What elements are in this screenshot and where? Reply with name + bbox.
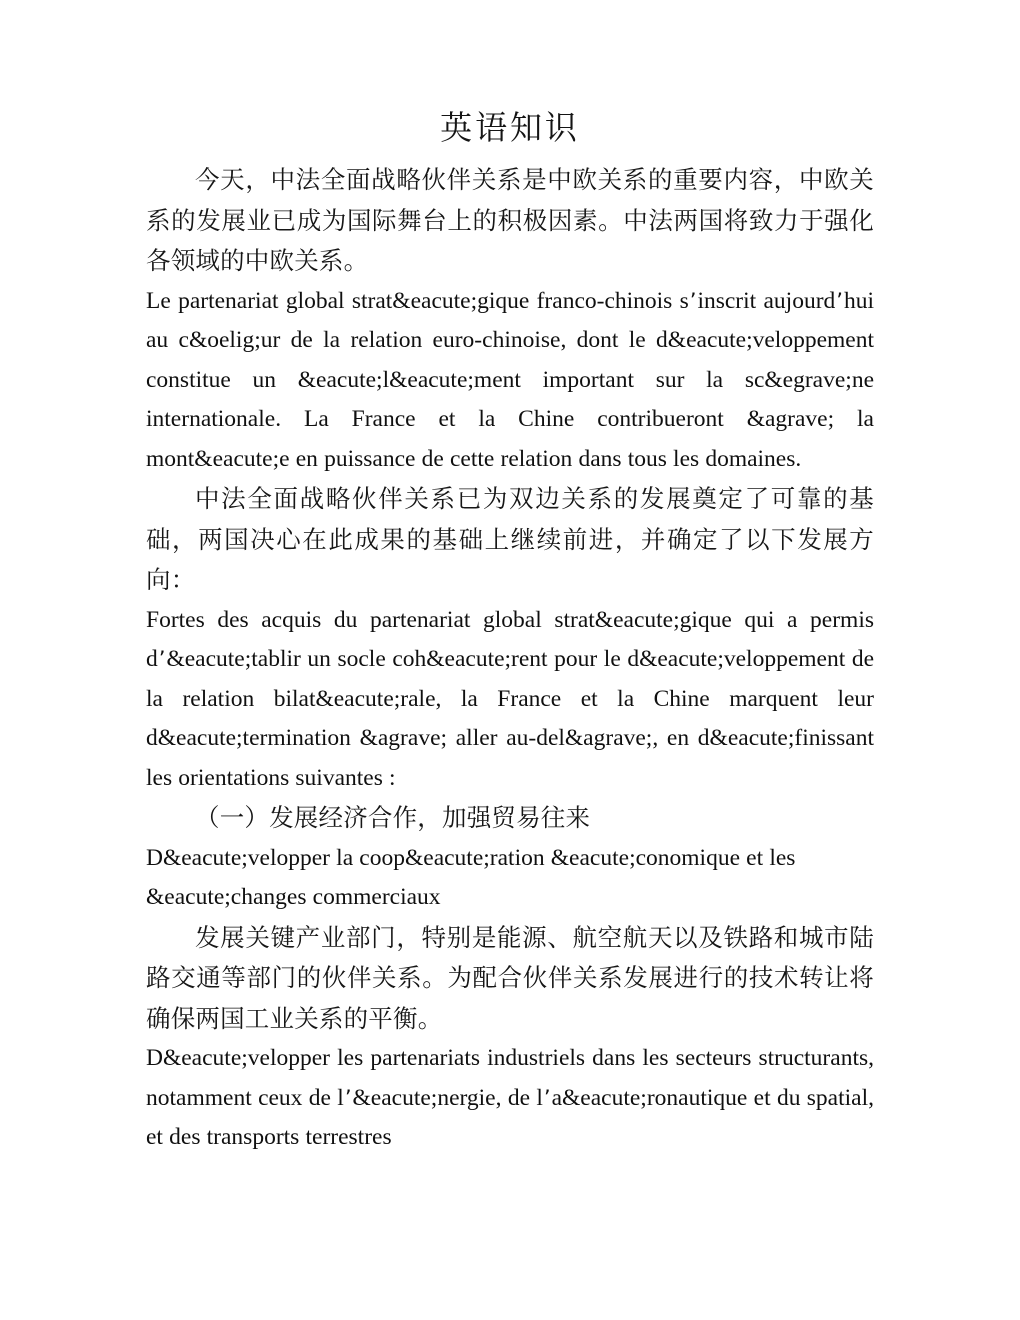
french-1-segment-2: inscrit aujourd: [697, 287, 836, 314]
apostrophe-icon: ’: [543, 1085, 551, 1110]
french-2-segment-2: &eacute;tablir un socle coh&eacute;rent pour le d&eacute;veloppement de la relation bilat&eacute;rale, la France et la Chine marquent leur d&eacute;termination &agrave; aller au-del&agrave;, en d&eacute;finissant les orientations suivantes :: [146, 646, 874, 791]
french-4-segment-1: D&eacute;velopper les partenariats industriels dans les secteurs structurants, notamment ceux de l: [146, 1045, 874, 1111]
french-4-segment-2: &eacute;nergie, de l: [352, 1084, 543, 1111]
paragraph-chinese-2: 中法全面战略伙伴关系已为双边关系的发展奠定了可靠的基础，两国决心在此成果的基础上继续前进，并确定了以下发展方向：: [146, 484, 874, 594]
french-4-segment-3: a&eacute;ronautique et du spatial, et des transports terrestres: [146, 1084, 875, 1150]
french-2-segment-1: Fortes des acquis du partenariat global strat&eacute;gique qui a permis d: [146, 606, 874, 672]
french-1-segment-1: Le partenariat global strat&eacute;gique franco-chinois s: [146, 287, 689, 314]
heading-chinese-section-1: （一）发展经济合作，加强贸易往来: [195, 803, 591, 832]
paragraph-french-4: [146, 1039, 874, 1158]
paragraph-chinese-1: 今天，中法全面战略伙伴关系是中欧关系的重要内容，中欧关系的发展业已成为国际舞台上的积极因素。中法两国将致力于强化各领域的中欧关系。: [146, 165, 874, 275]
page-title-text: 英语知识: [440, 108, 580, 147]
paragraph-french-3: D&eacute;velopper la coop&eacute;ration &eacute;conomique et les &eacute;changes commerciaux: [146, 844, 796, 910]
paragraph-french-1: [146, 282, 874, 480]
paragraph-chinese-3: 发展关键产业部门，特别是能源、航空航天以及铁路和城市陆路交通等部门的伙伴关系。为配合伙伴关系发展进行的技术转让将确保两国工业关系的平衡。: [146, 922, 874, 1033]
apostrophe-icon: ’: [344, 1085, 352, 1110]
apostrophe-icon: ’: [689, 288, 697, 313]
apostrophe-icon: ’: [158, 647, 166, 671]
apostrophe-icon: ’: [836, 288, 843, 313]
paragraph-french-2: [146, 601, 874, 799]
document-content: [146, 104, 874, 1158]
page-title: [157, 104, 863, 152]
french-1-segment-3: hui au c&oelig;ur de la relation euro-chinoise, dont le d&eacute;veloppement constitue un &eacute;l&eacute;ment important sur la sc&egrave;ne internationale. La France et la Chine contribueront &agrave; la mont&eacute;e en puissance de cette relation dans tous les domaines.: [146, 287, 874, 472]
